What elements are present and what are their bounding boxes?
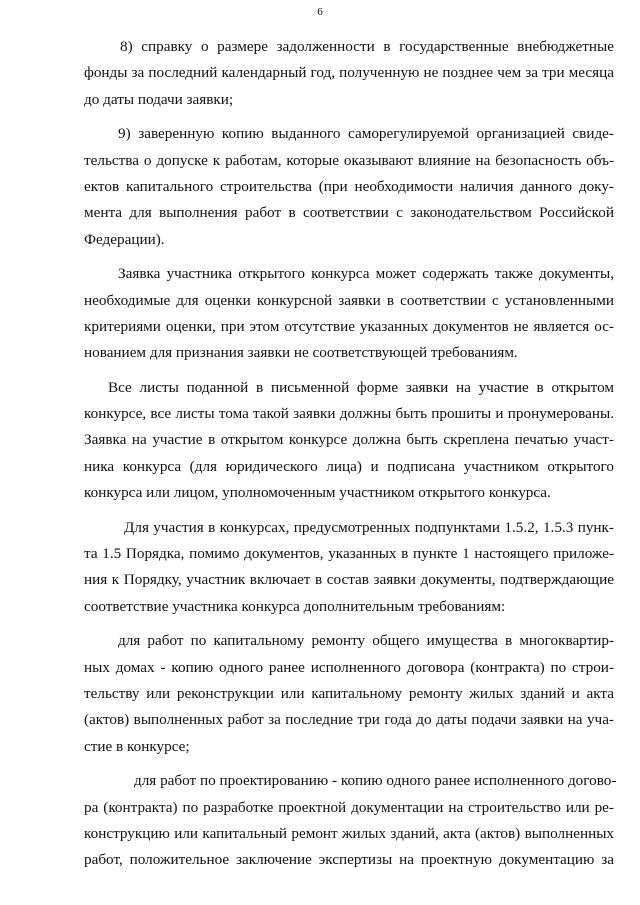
text-line: конкурсе, все листы тома такой заявки должны быть прошиты и пронумерованы. [84, 405, 614, 423]
text-line: ра (контракта) по разработке проектной документации на строительство или ре- [84, 798, 614, 816]
text-line: ектов капитального строительства (при необходимости наличия данного доку- [84, 177, 614, 195]
paragraph-capital-repair [84, 628, 614, 760]
text-line: мента для выполнения работ в соответствии с законодательством Российской [84, 204, 614, 222]
text-line: конкурса или лицом, уполномоченным участником открытого конкурса. [84, 484, 551, 502]
text-line: тельства о допуске к работам, которые оказывают влияние на безопасность объ- [84, 151, 614, 169]
text-line: Заявка участника открытого конкурса может содержать также документы, [118, 265, 614, 283]
text-line: фонды за последний календарный год, полученную не позднее чем за три месяца [84, 64, 614, 82]
text-line: тельству или реконструкции или капитальному ремонту жилых зданий и акта [84, 684, 614, 702]
text-line: 8) справку о размере задолженности в государственные внебюджетные [120, 38, 614, 55]
text-line: соответствие участника конкурса дополнительным требованиям: [84, 597, 506, 615]
text-line: конструкцию или капитальный ремонт жилых зданий, акта (актов) выполненных [84, 824, 614, 842]
text-line: для работ по капитальному ремонту общего имущества в многоквартир- [118, 632, 614, 650]
text-line: ника конкурса (для юридического лица) и подписана участником открытого [84, 457, 614, 475]
paragraph-design-works [84, 768, 617, 874]
text-line: критериями оценки, при этом отсутствие указанных документов не является ос- [84, 317, 614, 335]
text-line: (актов) выполненных работ за последние три года до даты подачи заявки на уча- [84, 711, 614, 729]
text-line: нованием для признания заявки не соответствующей требованиям. [84, 344, 518, 362]
paragraph-sheets-binding [84, 375, 614, 507]
text-line: работ, положительное заключение экспертизы на проектную документацию за [84, 851, 614, 869]
paragraph-application-documents [84, 261, 614, 367]
text-line: ния к Порядку, участник включает в состав заявки документы, подтверждающие [84, 571, 614, 589]
text-line: Федерации). [84, 230, 165, 248]
text-line: та 1.5 Порядка, помимо документов, указанных в пункте 1 настоящего приложе- [84, 545, 614, 563]
text-line: до даты подачи заявки; [84, 90, 234, 108]
paragraph-additional-requirements [84, 515, 614, 621]
paragraph-item-8 [84, 34, 614, 113]
text-line: Для участия в конкурсах, предусмотренных подпунктами 1.5.2, 1.5.3 пунк- [124, 518, 614, 536]
paragraph-item-9 [84, 121, 614, 253]
text-line: Все листы поданной в письменной форме заявки на участие в открытом [108, 378, 614, 396]
page-number: 6 [317, 6, 323, 18]
text-line: стие в конкурсе; [84, 737, 190, 755]
text-line: необходимые для оценки конкурсной заявки в соответствии с установленными [84, 291, 614, 309]
text-line: Заявка на участие в открытом конкурсе должна быть скреплена печатью участ- [84, 431, 614, 449]
document-body [84, 34, 617, 874]
text-line: для работ по проектированию - копию одного ранее исполненного догово- [134, 772, 617, 790]
text-line: 9) заверенную копию выданного саморегулируемой организацией свиде- [118, 125, 614, 143]
text-line: ных домах - копию одного ранее исполненного договора (контракта) по строи- [84, 658, 614, 676]
